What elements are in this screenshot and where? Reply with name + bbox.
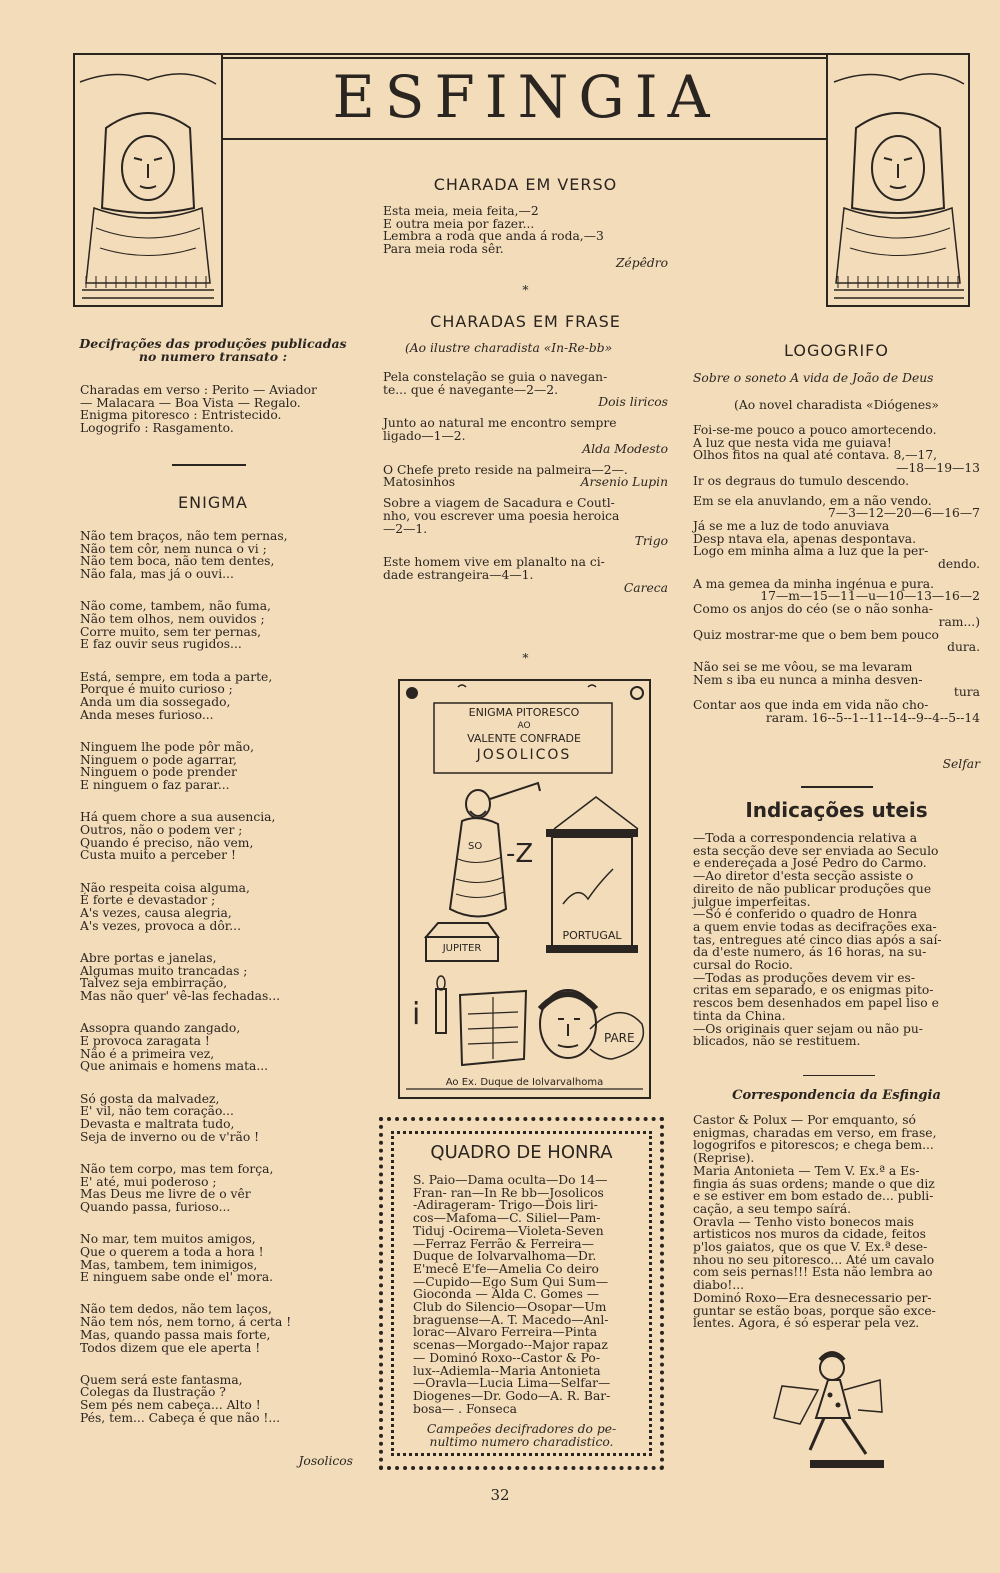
enigma-line: No mar, tem muitos amigos, — [80, 1232, 256, 1247]
frase-line: Pela constelação se guia o navegan- — [383, 370, 608, 384]
indicacao-line: cursal do Rocio. — [693, 958, 793, 973]
quadro-line: Diogenes—Dr. Godo—A. R. Bar- — [413, 1388, 611, 1403]
quadro-honra-footer — [395, 1423, 648, 1449]
enigma-stanza — [80, 1374, 365, 1425]
frase-author — [383, 396, 668, 409]
quadro-line: —Oravla—Lucia Lima—Selfar— — [413, 1376, 611, 1391]
enigma-stanza — [80, 1022, 365, 1073]
correspondencia-line: guntar se estão boas, porque são exce- — [693, 1303, 936, 1318]
correspondencia-heading: Correspondencia da Esfingia — [732, 1088, 941, 1103]
enigma-stanza — [80, 952, 365, 1003]
frase-item — [383, 497, 668, 548]
logogrifo-line: dendo. — [937, 557, 980, 572]
frase-author — [383, 443, 668, 456]
enigma-line: Que animais e homens mata... — [80, 1059, 269, 1074]
logogrifo-line: —18—19—13 — [896, 461, 980, 476]
correspondencia-line: Dominó Roxo—Era desnecessario per- — [693, 1290, 932, 1305]
enigma-line: Porque é muito curioso ; — [80, 682, 233, 697]
logogrifo-poem — [693, 424, 980, 724]
quadro-line: scenas—Morgado--Major rapaz — [413, 1338, 608, 1353]
quadro-line: -Adirageram- Trigo—Dois liri- — [413, 1198, 598, 1213]
enigma-line: A's vezes, provoca a dôr... — [80, 918, 241, 933]
enigma-line: Há quem chore a sua ausencia, — [80, 810, 276, 825]
enigma-line: Não é a primeira vez, — [80, 1046, 215, 1061]
logogrifo-line: Contar aos que inda em vida não cho- — [693, 698, 929, 713]
frase-line: dade estrangeira—4—1. — [383, 567, 534, 582]
enigma-line: Não come, tambem, não fuma, — [80, 599, 271, 614]
quadro-line: Club do Silencio—Osopar—Um — [413, 1300, 607, 1315]
pitoresco-banner-line-2: AO — [517, 721, 531, 731]
enigma-stanza — [80, 741, 365, 792]
indicacao-line: tas, entregues até cinco dias após a saí- — [693, 932, 942, 947]
charada-verso-heading: CHARADA EM VERSO — [433, 175, 618, 194]
logogrifo-line: ram...) — [938, 614, 980, 629]
logogrifo-subtitle: Sobre o soneto A vida de João de Deus — [693, 371, 934, 385]
logogrifo-line: 17—m—15—11—u—10—13—16—2 — [760, 589, 980, 604]
frase-prefix: Matosinhos — [383, 475, 456, 490]
quadro-line: —Ferraz Ferrão & Ferreira— — [413, 1236, 594, 1251]
logogrifo-line: tura — [953, 685, 980, 700]
logogrifo-author: Selfar — [942, 757, 980, 771]
quadro-line: lux--Adiemla--Maria Antonieta — [413, 1363, 601, 1378]
decifracao-line: — Malacara — Boa Vista — Regalo. — [80, 395, 301, 410]
correspondencia-line: artisticos nos muros da cidade, feitos — [693, 1227, 926, 1242]
indicacoes-heading: Indicações uteis — [745, 798, 928, 822]
logogrifo-line: Desp ntava ela, apenas despontava. — [693, 531, 917, 546]
correspondencia-line: logogrifos e pitorescos; e chega bem... — [693, 1138, 934, 1153]
enigma-line: E ninguem o faz parar... — [80, 778, 230, 793]
indicacao-line: da d'este numero, ás 16 horas, na su- — [693, 945, 927, 960]
decifracoes-heading-line-1: Decifrações das produções publicadas — [79, 336, 347, 351]
enigma-line: E ninguem sabe onde el' mora. — [80, 1270, 274, 1285]
pitoresco-banner-line-1: ENIGMA PITORESCO — [468, 706, 580, 719]
enigma-pitoresco — [398, 679, 651, 1099]
verso-line: Esta meia, meia feita,—2 — [383, 204, 539, 218]
frase-line: Junto ao natural me encontro sempre — [383, 416, 617, 431]
frase-line: Sobre a viagem de Sacadura e Coutl- — [383, 496, 615, 511]
frase-item — [383, 464, 668, 490]
quadro-line: cos—Mafoma—C. Siliel—Pam- — [413, 1211, 601, 1226]
pitoresco-banner-line-4: JOSOLICOS — [476, 747, 572, 763]
enigma-line: Anda um dia sossegado, — [80, 695, 231, 710]
pitoresco-i-label: i — [412, 997, 421, 1032]
frase-author-name: Arsenio Lupin — [580, 475, 668, 490]
logogrifo-dedication: (Ao novel charadista «Diógenes» — [734, 398, 939, 412]
correspondencia-line: Oravla — Tenho visto bonecos mais — [693, 1214, 914, 1229]
quadro-honra-heading: QUADRO DE HONRA — [430, 1142, 613, 1163]
logogrifo-line: Olhos fitos na qual até contava. 8,—17, — [693, 448, 938, 463]
frase-line: nho, vou escrever uma poesia heroica — [383, 508, 620, 523]
enigma-line: Não respeita coisa alguma, — [80, 880, 250, 895]
enigma-stanza — [80, 671, 365, 722]
frase-line: O Chefe preto reside na palmeira—2—. — [383, 462, 628, 477]
indicacao-line: blicados, não se restituem. — [693, 1034, 861, 1049]
quadro-line: lorac—Alvaro Ferreira—Pinta — [413, 1325, 598, 1340]
quadro-line: Tiduj -Ocirema—Violeta-Seven — [413, 1223, 604, 1238]
enigma-line: Não tem corpo, mas tem força, — [80, 1161, 274, 1176]
charadas-frase-heading: CHARADAS EM FRASE — [430, 312, 621, 331]
decifracoes-heading-line-2: no numero transato : — [138, 349, 288, 364]
logogrifo-line: A ma gemea da minha ingénua e pura. — [693, 576, 934, 591]
enigma-line: Seja de inverno ou de v'rão ! — [80, 1129, 260, 1144]
enigma-line: Que o querem a toda a hora ! — [80, 1244, 264, 1259]
logogrifo-line: Foi-se-me pouco a pouco amortecendo. — [693, 423, 937, 437]
quadro-line: bosa— . Fonseca — [413, 1401, 517, 1416]
verso-line: Para meia roda sêr. — [383, 242, 504, 257]
quadro-honra-footer-line-2: nultimo numero charadistico. — [429, 1435, 614, 1449]
page-number: 32 — [490, 1486, 510, 1504]
logogrifo-line: Ir os degraus do tumulo descendo. — [693, 473, 910, 488]
dancing-figure-icon — [770, 1350, 890, 1472]
quadro-line: — Dominó Roxo--Castor & Po- — [413, 1350, 600, 1365]
decifracao-line: Logogrifo : Rasgamento. — [80, 421, 234, 436]
enigma-line: Não tem côr, nem nunca o vi ; — [80, 541, 267, 556]
frase-author — [383, 582, 668, 595]
indicacao-line: —Só é conferido o quadro de Honra — [693, 907, 918, 922]
enigma-stanza — [80, 600, 365, 651]
enigma-line: Algumas muito trancadas ; — [80, 963, 248, 978]
enigma-line: Não tem braços, não tem pernas, — [80, 529, 288, 543]
enigma-line: Outros, não o podem ver ; — [80, 822, 243, 837]
quadro-line: —Cupido—Ego Sum Qui Sum— — [413, 1274, 609, 1289]
divider-left-1 — [172, 464, 246, 466]
enigma-line: Colegas da Ilustração ? — [80, 1385, 226, 1400]
frase-author — [383, 476, 668, 489]
sphinx-right-icon — [830, 58, 968, 304]
verso-line: E outra meia por fazer... — [383, 216, 535, 231]
frase-line: ligado—1—2. — [383, 429, 466, 444]
enigma-line: Pés, tem... Cabeça é que não !... — [80, 1410, 281, 1425]
decifracao-line: Enigma pitoresco : Entristecido. — [80, 408, 282, 423]
correspondencia-line: diabo!... — [693, 1278, 745, 1293]
frase-author-name: Careca — [623, 580, 668, 595]
frase-item — [383, 417, 668, 455]
enigma-line: Quando é preciso, não vem, — [80, 835, 254, 850]
logogrifo-heading: LOGOGRIFO — [784, 341, 889, 360]
enigma-line: Está, sempre, em toda a parte, — [80, 669, 273, 684]
indicacao-line: critas em separado, e os enigmas pito- — [693, 983, 934, 998]
indicacao-line: direito de não publicar produções que — [693, 881, 932, 896]
enigma-line: Ninguem o pode agarrar, — [80, 752, 237, 767]
enigma-line: Não tem dedos, não tem laços, — [80, 1302, 272, 1317]
correspondencia-line: p'los gaiatos, que os que V. Ex.ª dese- — [693, 1240, 928, 1255]
charada-verso-author: Zépêdro — [615, 256, 668, 270]
enigma-line: Custa muito a perceber ! — [80, 848, 236, 863]
sphinx-left-icon — [76, 58, 220, 304]
correspondencia-line: nhou no seu pitoresco... Até um cavalo — [693, 1252, 935, 1267]
enigma-line: Talvez seja embirração, — [80, 976, 228, 991]
pitoresco-portugal-label: PORTUGAL — [562, 929, 622, 942]
correspondencia-line: lentes. Agora, é só esperar pela vez. — [693, 1316, 920, 1331]
enigma-poem — [80, 530, 365, 1444]
logogrifo-line: Quiz mostrar-me que o bem bem pouco — [693, 627, 939, 642]
enigma-line: Anda meses furioso... — [80, 707, 214, 722]
decifracoes-body — [80, 384, 360, 435]
frase-author-name: Alda Modesto — [582, 441, 668, 456]
correspondencia-line: cação, a seu tempo saírá. — [693, 1201, 852, 1216]
enigma-stanza — [80, 1163, 365, 1214]
pitoresco-banner — [438, 705, 610, 763]
enigma-line: Ninguem lhe pode pôr mão, — [80, 739, 254, 754]
logogrifo-line: Nem s iba eu nunca a minha desven- — [693, 672, 923, 687]
correspondencia-line: com seis pernas!!! Esta não lembra ao — [693, 1265, 933, 1280]
enigma-line: Só gosta da malvadez, — [80, 1091, 220, 1106]
pitoresco-pare-label: PARE — [604, 1031, 635, 1045]
enigma-line: Assopra quando zangado, — [80, 1021, 241, 1036]
decifracao-line: Charadas em verso : Perito — Aviador — [80, 383, 317, 397]
frase-line: Este homem vive em planalto na ci- — [383, 555, 605, 570]
divider-right-1 — [801, 786, 873, 788]
logogrifo-line: dura. — [947, 640, 980, 655]
indicacao-line: e endereçada a José Pedro do Carmo. — [693, 856, 927, 871]
indicacao-line: —Toda a correspondencia relativa a — [693, 831, 918, 845]
enigma-line: É forte e devastador ; — [80, 893, 216, 908]
enigma-line: Não tem olhos, nem ouvidos ; — [80, 612, 265, 627]
enigma-stanza — [80, 530, 365, 581]
enigma-line: Sem pés nem cabeça... Alto ! — [80, 1398, 261, 1413]
separator-2: * — [522, 651, 529, 665]
charada-verso-body — [383, 205, 668, 256]
correspondencia-line: enigmas, charadas em verso, em frase, — [693, 1125, 937, 1140]
enigma-line: Não fala, mas já o ouvi... — [80, 567, 234, 582]
enigma-line: Corre muito, sem ter pernas, — [80, 624, 262, 639]
masthead-title: ESFINGIA — [332, 63, 720, 131]
indicacoes-body — [693, 832, 980, 1048]
enigma-stanza — [80, 1303, 365, 1354]
correspondencia-line: fingia ás suas ordens; mande o que diz — [693, 1176, 935, 1191]
quadro-line: Fran- ran—In Re bb—Josolicos — [413, 1185, 604, 1200]
pitoresco-minus-label: -Z — [506, 839, 534, 869]
quadro-line: S. Paio—Dama oculta—Do 14— — [413, 1173, 608, 1187]
indicacao-line: —Todas as produções devem vir es- — [693, 970, 916, 985]
enigma-stanza — [80, 882, 365, 933]
divider-right-2 — [803, 1075, 875, 1076]
frase-line: —2—1. — [383, 521, 428, 536]
correspondencia-body — [693, 1114, 980, 1330]
logogrifo-line: 7—3—12—20—6—16—7 — [827, 506, 980, 521]
pitoresco-jupiter-label: JUPITER — [442, 943, 482, 954]
pitoresco-banner-line-3: VALENTE CONFRADE — [467, 732, 581, 745]
indicacao-line: julgue imperfeitas. — [693, 894, 811, 909]
enigma-stanza — [80, 1233, 365, 1284]
charadas-frase-dedication: (Ao ilustre charadista «In-Re-bb» — [405, 341, 613, 355]
enigma-line: Abre portas e janelas, — [80, 950, 217, 965]
enigma-stanza — [80, 1093, 365, 1144]
enigma-line: Mas não quer' vê-las fechadas... — [80, 988, 281, 1003]
enigma-line: Devasta e maltrata tudo, — [80, 1116, 235, 1131]
enigma-line: Não tem nós, nem torno, á certa ! — [80, 1315, 292, 1330]
indicacao-line: esta secção deve ser enviada ao Seculo — [693, 843, 939, 858]
logogrifo-line: Não sei se me vôou, se ma levaram — [693, 659, 913, 674]
enigma-author: Josolicos — [298, 1454, 353, 1468]
pitoresco-signature: Ao Ex. Duque de Iolvarvalhoma — [445, 1077, 604, 1088]
correspondencia-line: (Reprise). — [693, 1151, 755, 1166]
frase-item — [383, 556, 668, 594]
logogrifo-line: A luz que nesta vida me guiava! — [693, 435, 892, 450]
logogrifo-line: raram. 16--5--1--11--14--9--4--5--14 — [765, 710, 980, 725]
indicacao-line: —Os originais quer sejam ou não pu- — [693, 1021, 923, 1036]
enigma-line: Quem será este fantasma, — [80, 1372, 243, 1387]
verso-line: Lembra a roda que anda á roda,—3 — [383, 229, 604, 244]
correspondencia-line: e se estiver em bom estado de... publi- — [693, 1189, 934, 1204]
enigma-line: Ninguem o pode prender — [80, 765, 237, 780]
enigma-line: A's vezes, causa alegria, — [80, 905, 232, 920]
correspondencia-line: Castor & Polux — Por emquanto, só — [693, 1113, 916, 1127]
indicacao-line: rescos bem desenhados em papel liso e — [693, 996, 939, 1011]
frase-line: te... que é navegante—2—2. — [383, 382, 558, 397]
enigma-line: Todos dizem que ele aperta ! — [80, 1340, 261, 1355]
pitoresco-so-label: SO — [468, 841, 483, 852]
quadro-honra-footer-line-1: Campeões decifradores do pe- — [426, 1422, 617, 1436]
enigma-stanza — [80, 811, 365, 862]
logogrifo-line: Logo em minha alma a luz que la per- — [693, 544, 929, 559]
frase-author-name: Trigo — [634, 534, 668, 549]
quadro-line: braguense—A. T. Macedo—Anl- — [413, 1312, 609, 1327]
frase-author-name: Dois liricos — [598, 395, 668, 410]
enigma-line: Não tem boca, não tem dentes, — [80, 554, 275, 569]
decifracoes-heading — [63, 337, 363, 363]
indicacao-line: tinta da China. — [693, 1008, 786, 1023]
enigma-line: Mas, quando passa mais forte, — [80, 1327, 271, 1342]
enigma-line: E' até, mui poderoso ; — [80, 1174, 217, 1189]
enigma-line: E faz ouvir seus rugidos... — [80, 637, 242, 652]
quadro-line: Duque de Iolvarvalhoma—Dr. — [413, 1249, 597, 1264]
frase-author — [383, 535, 668, 548]
indicacao-line: a quem envie todas as decifrações exa- — [693, 919, 937, 934]
enigma-line: Mas Deus me livre de o vêr — [80, 1187, 251, 1202]
enigma-line: Mas, tambem, tem inimigos, — [80, 1257, 258, 1272]
enigma-line: E provoca zaragata ! — [80, 1033, 210, 1048]
quadro-line: E'mecê E'fe—Amelia Co deiro — [413, 1261, 599, 1276]
logogrifo-line: Como os anjos do céo (se o não sonha- — [693, 602, 933, 617]
enigma-line: E' vil, não tem coração... — [80, 1104, 234, 1119]
correspondencia-line: Maria Antonieta — Tem V. Ex.ª a Es- — [693, 1163, 920, 1178]
indicacao-line: —Ao diretor d'esta secção assiste o — [693, 869, 914, 884]
charadas-frase-list — [383, 371, 668, 603]
logogrifo-line: Em se ela anuvlando, em a não vendo. — [693, 493, 932, 508]
enigma-line: Quando passa, furioso... — [80, 1199, 231, 1214]
logogrifo-line: Já se me a luz de todo anuviava — [693, 518, 890, 533]
quadro-line: Gioconda — Alda C. Gomes — — [413, 1287, 600, 1302]
frase-item — [383, 371, 668, 409]
enigma-heading: ENIGMA — [178, 493, 248, 512]
separator-1: * — [522, 283, 529, 297]
quadro-honra-list — [413, 1174, 648, 1415]
